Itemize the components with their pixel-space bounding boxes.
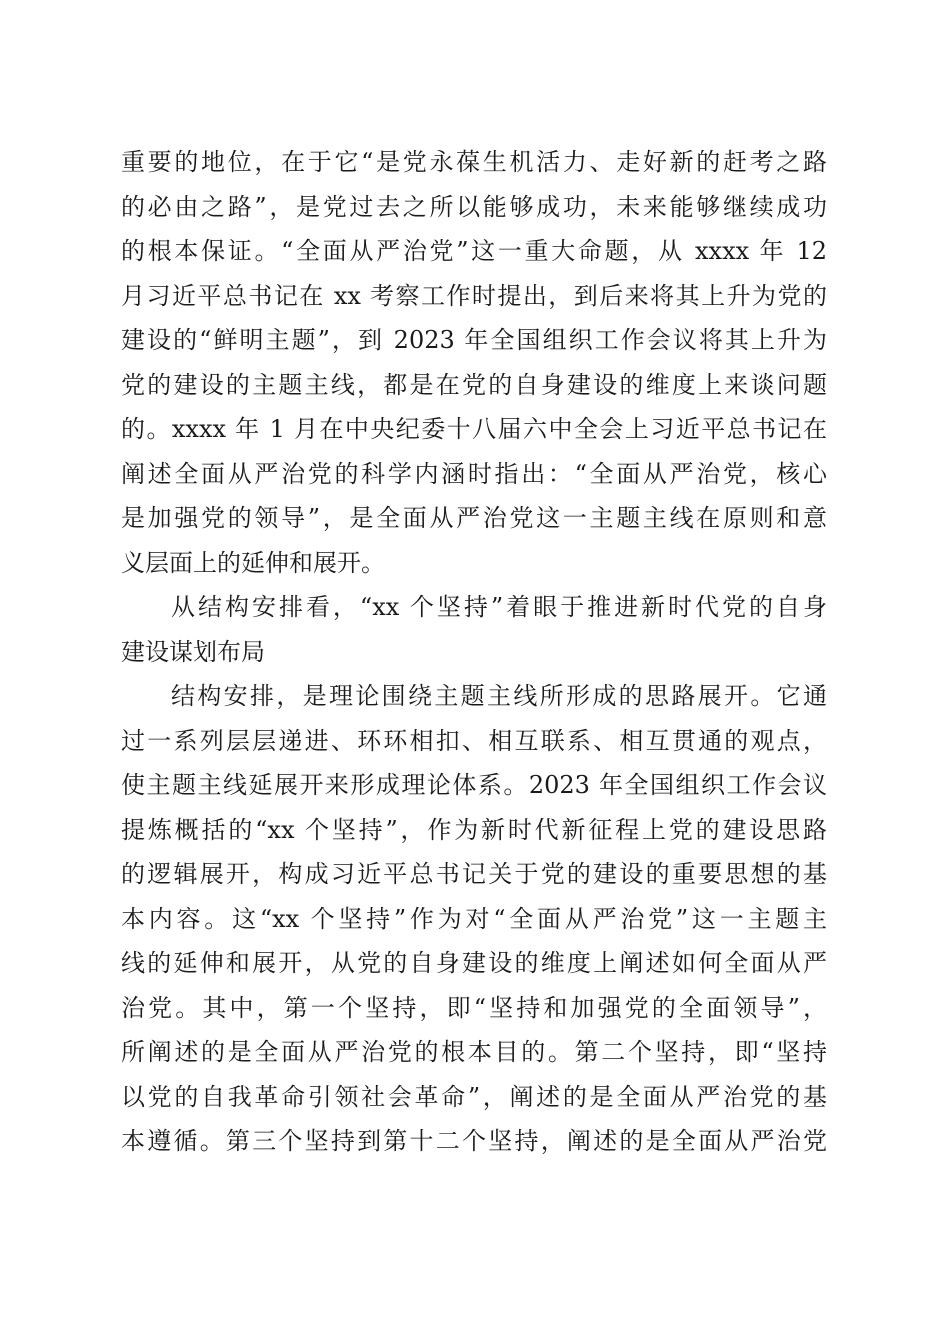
text-line: 的必由之路”，是党过去之所以能够成功，未来能够继续成功 (121, 192, 827, 221)
text-line: 是加强党的领导”，是全面从严治党这一主题主线在原则和意 (121, 504, 827, 532)
text-line: 本遵循。第三个坚持到第十二个坚持，阐述的是全面从严治党 (121, 1127, 827, 1155)
text-line: 的。xxxx 年 1 月在中央纪委十八届六中全会上习近平总书记在 (121, 415, 827, 443)
text-line: 使主题主线延展开来形成理论体系。2023 年全国组织工作会议 (121, 771, 827, 799)
text-line: 治党。其中，第一个坚持，即“坚持和加强党的全面领导”， (121, 993, 827, 1022)
text-line: 重要的地位，在于它“是党永葆生机活力、走好新的赶考之路 (121, 148, 827, 176)
text-line: 本内容。这“xx 个坚持”作为对“全面从严治党”这一主题主 (121, 904, 827, 933)
text-line: 的逻辑展开，构成习近平总书记关于党的建设的重要思想的基 (121, 860, 827, 888)
text-line: 的根本保证。“全面从严治党”这一重大命题，从 xxxx 年 12 (121, 237, 827, 265)
text-line: 结构安排，是理论围绕主题主线所形成的思路展开。它通 (171, 682, 827, 710)
text-line: 提炼概括的“xx 个坚持”，作为新时代新征程上党的建设思路 (121, 815, 827, 844)
text-line: 义层面上的延伸和展开。 (121, 548, 385, 577)
text-line: 阐述全面从严治党的科学内涵时指出：“全面从严治党，核心 (121, 459, 827, 488)
body-text (121, 140, 827, 1164)
section-heading-line: 建设谋划布局 (121, 637, 265, 666)
section-heading-line: 从结构安排看，“xx 个坚持”着眼于推进新时代党的自身 (171, 593, 827, 621)
text-line: 党的建设的主题主线，都是在党的自身建设的维度上来谈问题 (121, 370, 827, 399)
text-line: 所阐述的是全面从严治党的根本目的。第二个坚持，即“坚持 (121, 1038, 827, 1066)
text-line: 月习近平总书记在 xx 考察工作时提出，到后来将其上升为党的 (121, 281, 827, 310)
text-line: 过一系列层层递进、环环相扣、相互联系、相互贯通的观点， (121, 726, 827, 755)
text-line: 以党的自我革命引领社会革命”，阐述的是全面从严治党的基 (121, 1082, 827, 1111)
text-line: 线的延伸和展开，从党的自身建设的维度上阐述如何全面从严 (121, 949, 827, 977)
text-line: 建设的“鲜明主题”，到 2023 年全国组织工作会议将其上升为 (121, 326, 827, 354)
